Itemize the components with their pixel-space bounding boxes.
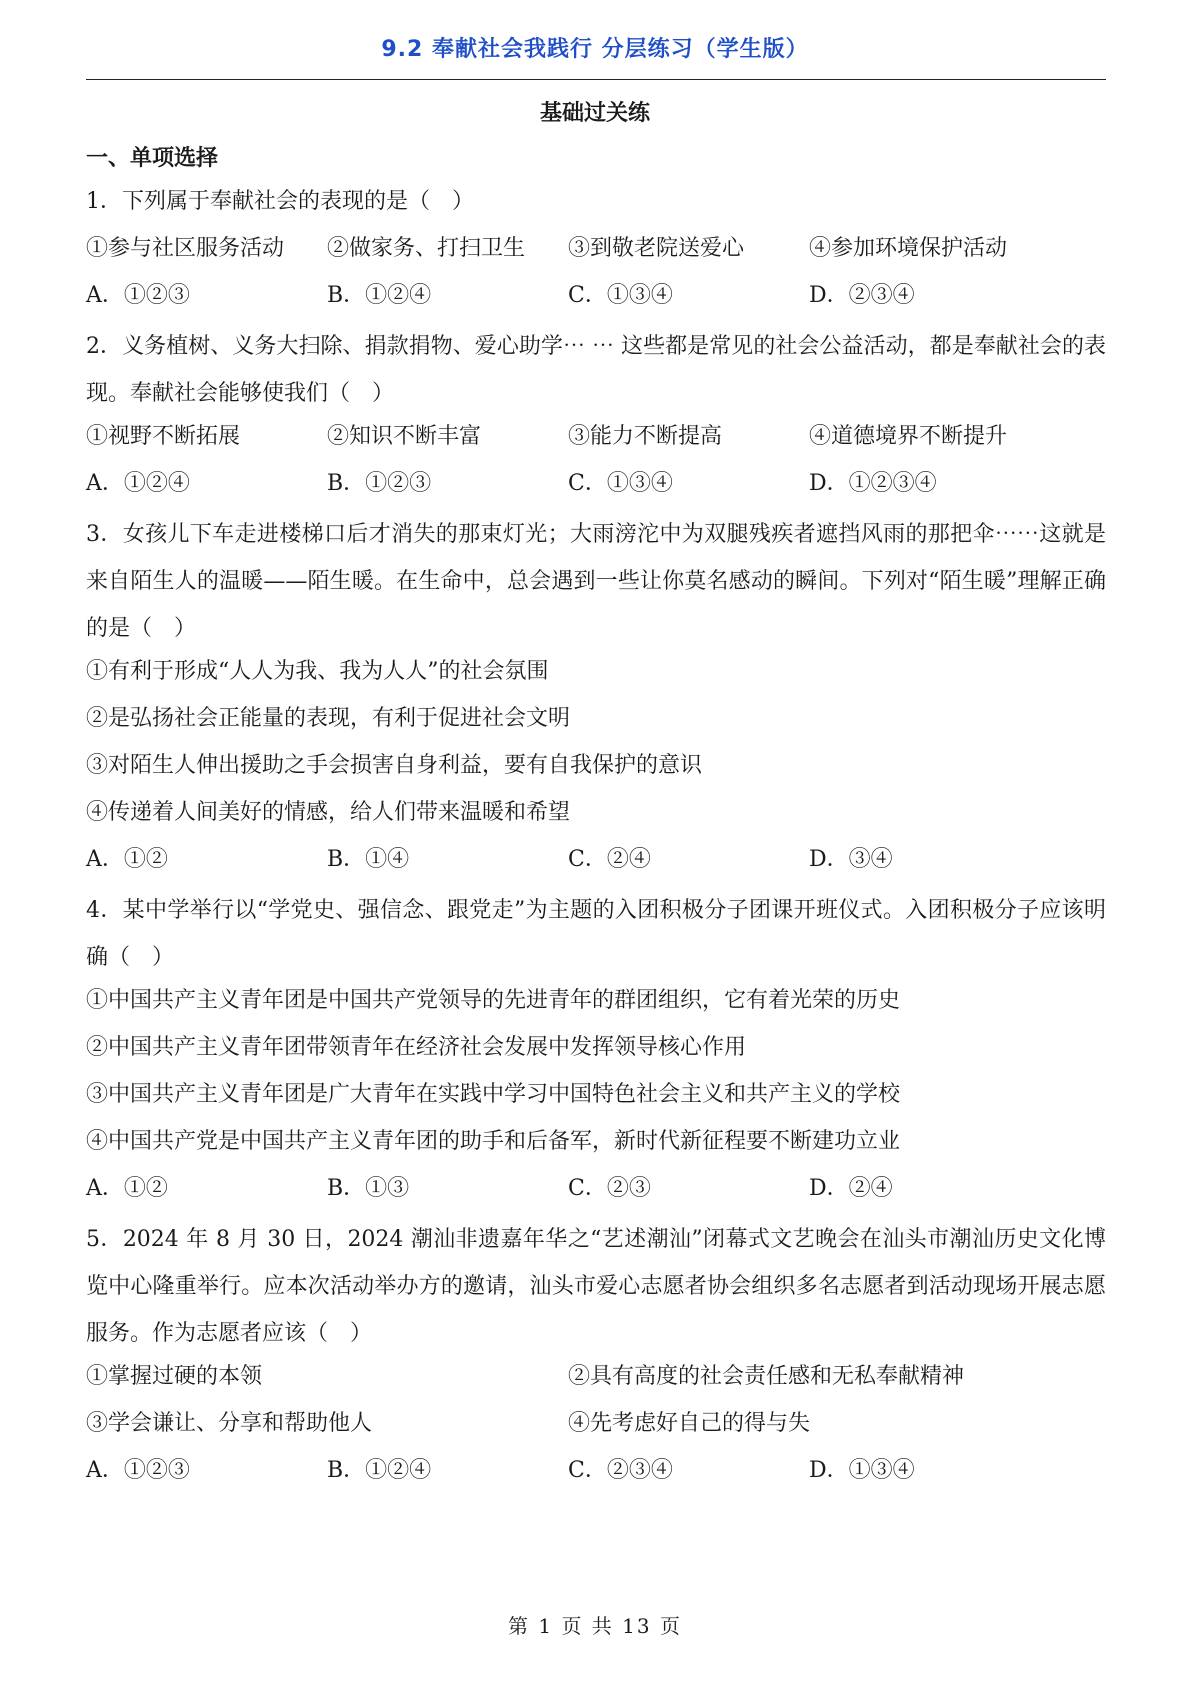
choice-c: C．②③④: [568, 1458, 673, 1483]
statement-item: ①掌握过硬的本领: [86, 1364, 263, 1389]
choice-d: D．②④: [809, 1176, 893, 1201]
question-stem: 3．女孩儿下车走进楼梯口后才消失的那束灯光；大雨滂沱中为双腿残疾者遮挡风雨的那把伞⋯⋯这就是来自陌生人的温暖——陌生暖。在生命中，总会遇到一些让你莫名感动的瞬间。下列对“陌生暖”理解正确的是（ ）: [86, 522, 1106, 641]
statement-item: ④传递着人间美好的情感，给人们带来温暖和希望: [86, 800, 571, 825]
statement-row: [86, 1357, 1106, 1404]
question-2: [86, 323, 1106, 511]
statement-item: ③对陌生人伸出援助之手会损害自身利益，要有自我保护的意识: [86, 753, 703, 778]
choice-row: [86, 464, 1106, 511]
page-number: 第 1 页 共 13 页: [508, 1614, 682, 1638]
choice-row: [86, 1451, 1106, 1498]
choice-a: A．①②③: [86, 283, 190, 308]
choice-c: C．①③④: [568, 471, 673, 496]
choice-c: C．②④: [568, 847, 651, 872]
choice-b: B．①③: [327, 1176, 410, 1201]
statement-item: ①参与社区服务活动: [86, 236, 285, 261]
choice-c: C．①③④: [568, 283, 673, 308]
statement-item: ①视野不断拓展: [86, 424, 241, 449]
statement-row: [86, 1404, 1106, 1451]
statement-row: [86, 417, 1106, 464]
statement-item: ①有利于形成“人人为我、我为人人”的社会氛围: [86, 659, 549, 684]
choice-row: [86, 276, 1106, 323]
question-stem: 1．下列属于奉献社会的表现的是（ ）: [86, 189, 474, 214]
statement-item: ③能力不断提高: [568, 424, 723, 449]
choice-b: B．①②④: [327, 283, 432, 308]
question-1: [86, 182, 1106, 323]
question-stem: 2．义务植树、义务大扫除、捐款捐物、爱心助学⋯ ⋯ 这些都是常见的社会公益活动，都是奉献社会的表现。奉献社会能够使我们（ ）: [86, 334, 1106, 406]
choice-b: B．①④: [327, 847, 410, 872]
choice-row: [86, 840, 1106, 887]
statement-item: ②是弘扬社会正能量的表现，有利于促进社会文明: [86, 706, 571, 731]
part-title: 一、单项选择: [86, 146, 219, 171]
choice-b: B．①②③: [327, 471, 432, 496]
header-divider: [86, 79, 1106, 80]
statement-item: ①中国共产主义青年团是中国共产党领导的先进青年的群团组织，它有着光荣的历史: [86, 988, 901, 1013]
question-stem: 4．某中学举行以“学党史、强信念、跟党走”为主题的入团积极分子团课开班仪式。入团积极分子应该明确（ ）: [86, 898, 1106, 970]
statement-item: ④参加环境保护活动: [809, 236, 1008, 261]
statement-item: ③中国共产主义青年团是广大青年在实践中学习中国特色社会主义和共产主义的学校: [86, 1082, 901, 1107]
statement-item: ②知识不断丰富: [327, 424, 482, 449]
choice-d: D．①②③④: [809, 471, 937, 496]
statement-item: ③学会谦让、分享和帮助他人: [86, 1411, 373, 1436]
statement-item: ④道德境界不断提升: [809, 424, 1008, 449]
choice-a: A．①②④: [86, 471, 190, 496]
choice-d: D．③④: [809, 847, 893, 872]
choice-a: A．①②: [86, 847, 168, 872]
choice-row: [86, 1169, 1106, 1216]
section-title: 基础过关练: [539, 101, 650, 126]
question-stem: 5．2024 年 8 月 30 日，2024 潮汕非遗嘉年华之“艺述潮汕”闭幕式文艺晚会在汕头市潮汕历史文化博览中心隆重举行。应本次活动举办方的邀请，汕头市爱心志愿者协会组织多名志愿者到活动现场开展志愿服务。作为志愿者应该（ ）: [86, 1227, 1106, 1346]
statement-item: ②具有高度的社会责任感和无私奉献精神: [568, 1364, 965, 1389]
statement-item: ②中国共产主义青年团带领青年在经济社会发展中发挥领导核心作用: [86, 1035, 747, 1060]
choice-c: C．②③: [568, 1176, 651, 1201]
choice-a: A．①②: [86, 1176, 168, 1201]
question-list: [86, 182, 1106, 1498]
statement-item: ④中国共产党是中国共产主义青年团的助手和后备军，新时代新征程要不断建功立业: [86, 1129, 901, 1154]
choice-d: D．①③④: [809, 1458, 915, 1483]
choice-b: B．①②④: [327, 1458, 432, 1483]
question-3: [86, 511, 1106, 887]
choice-d: D．②③④: [809, 283, 915, 308]
document-title: 9.2 奉献社会我践行 分层练习（学生版）: [381, 37, 809, 62]
statement-item: ④先考虑好自己的得与失: [568, 1411, 811, 1436]
question-5: [86, 1216, 1106, 1498]
statement-item: ②做家务、打扫卫生: [327, 236, 526, 261]
statement-item: ③到敬老院送爱心: [568, 236, 745, 261]
choice-a: A．①②③: [86, 1458, 190, 1483]
statement-row: [86, 229, 1106, 276]
question-4: [86, 887, 1106, 1216]
